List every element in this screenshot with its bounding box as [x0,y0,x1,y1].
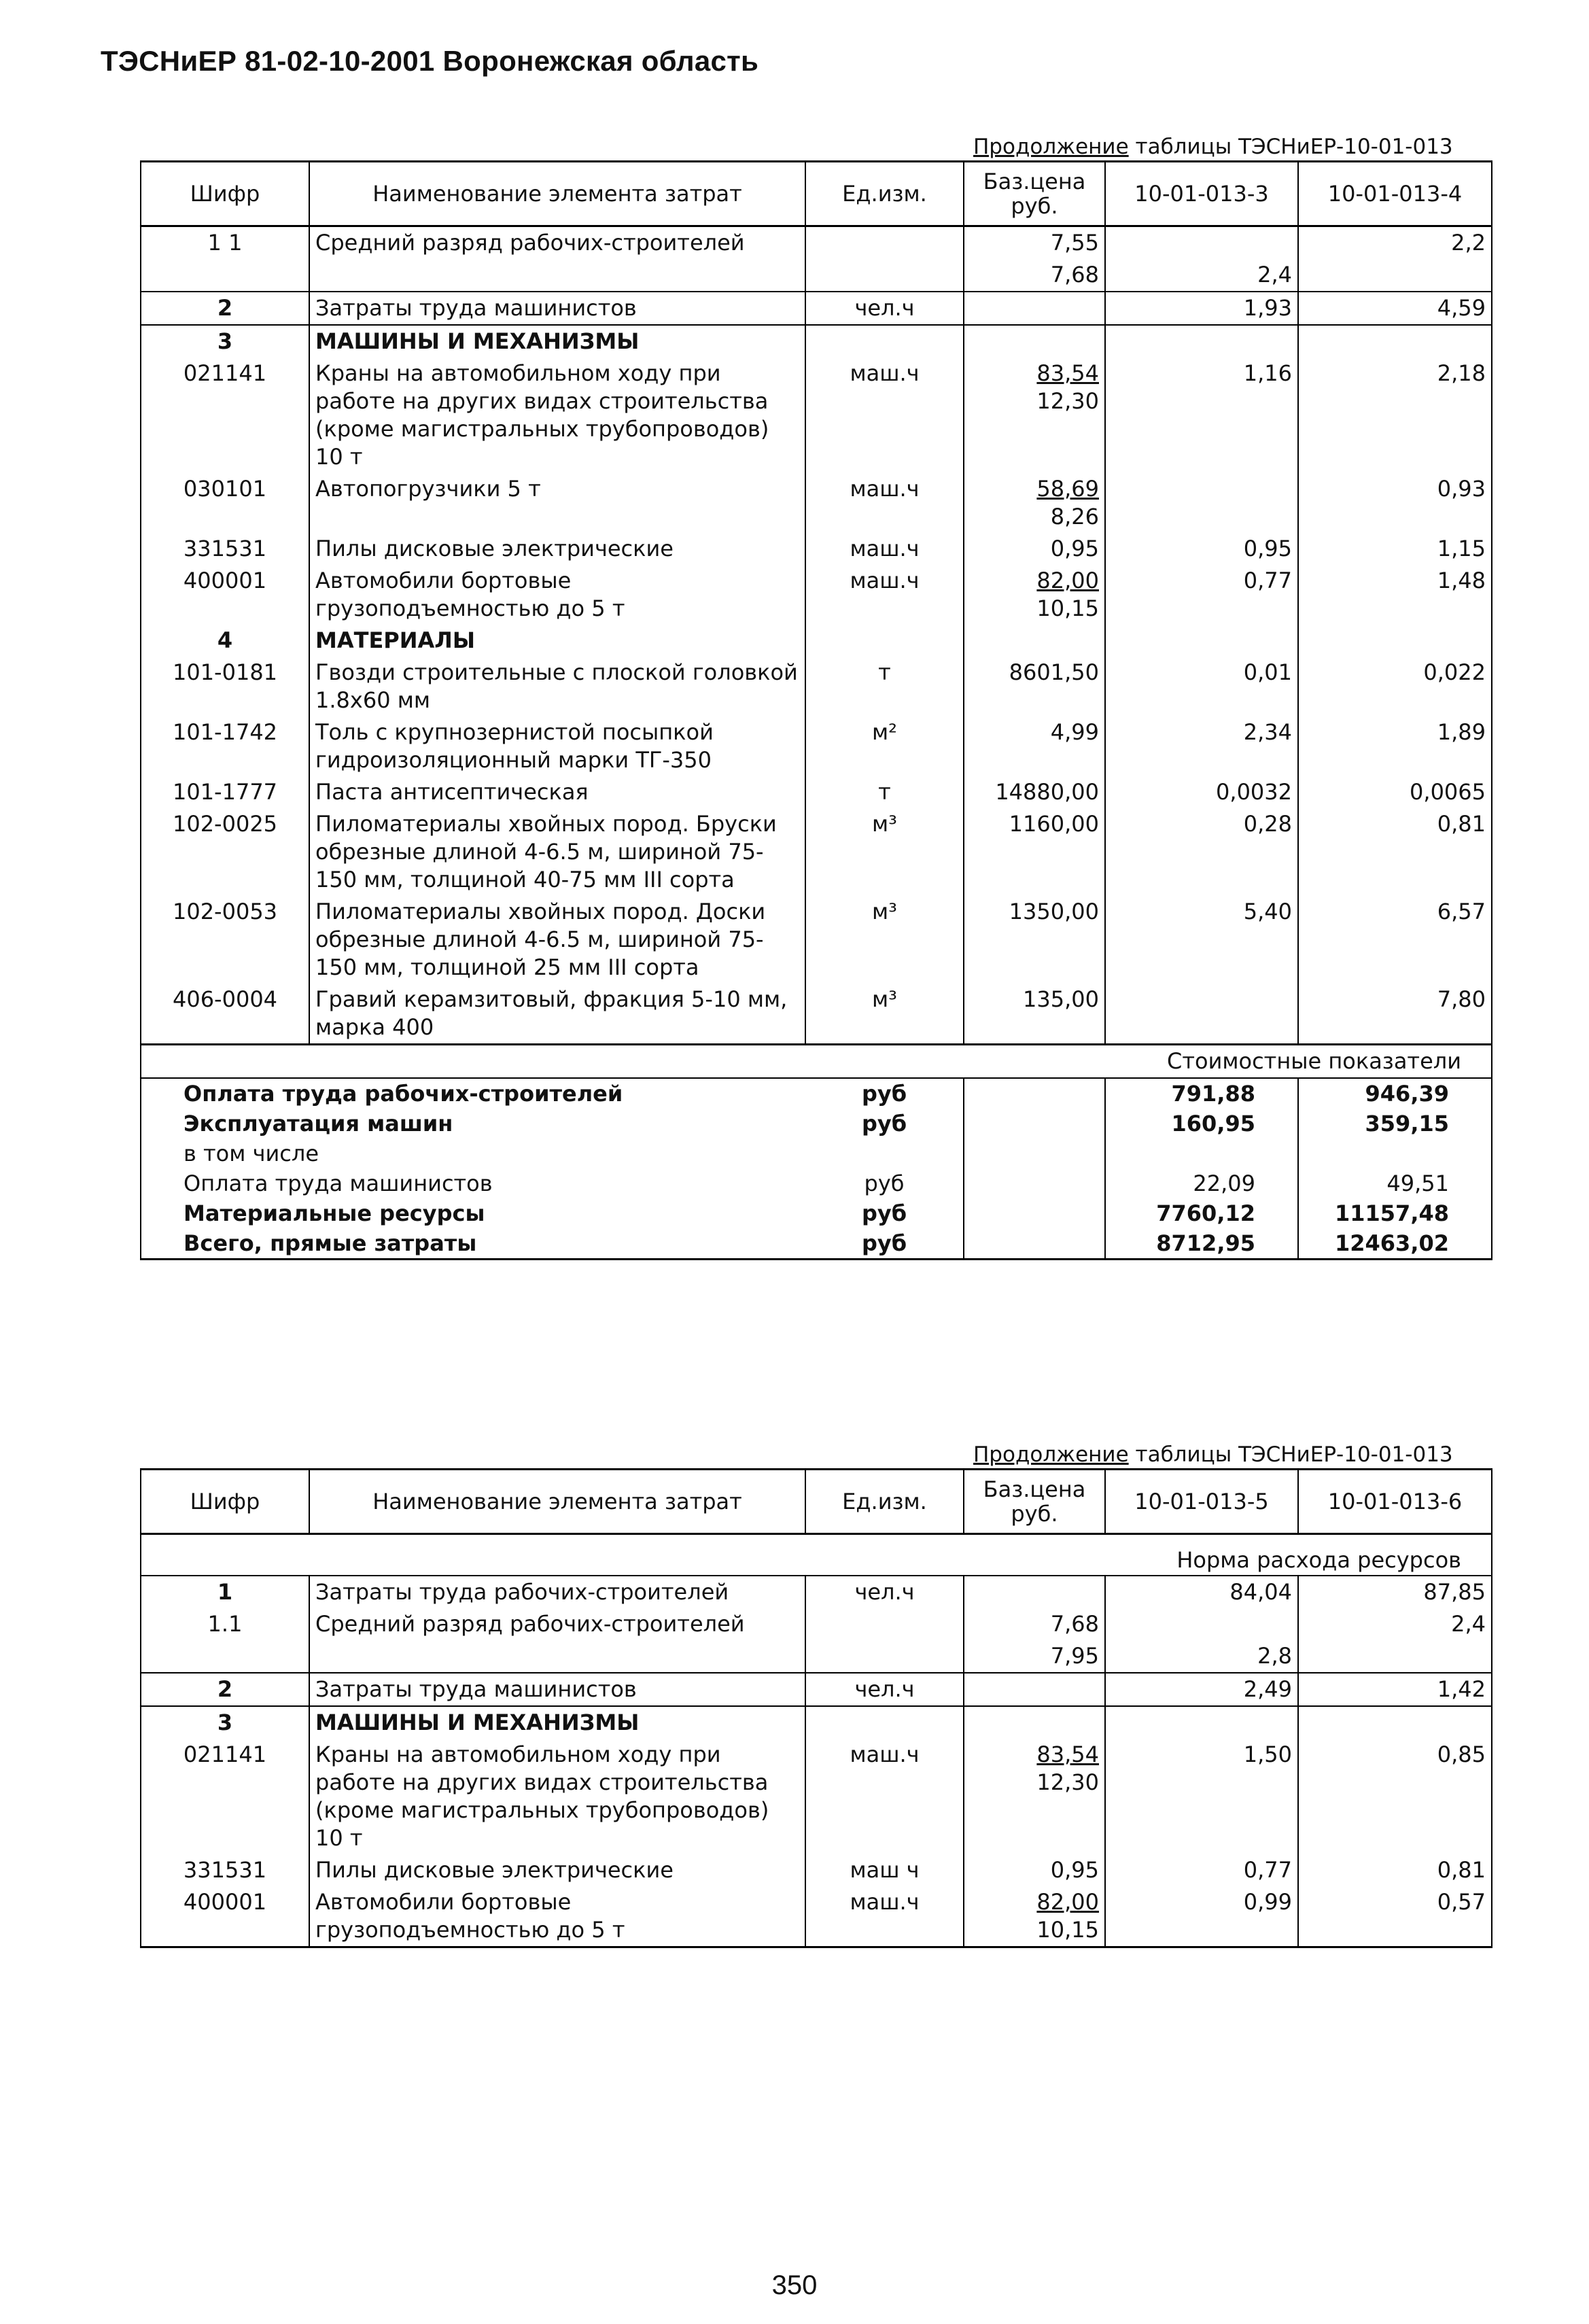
row-name: Пиломатериалы хвойных пород. Доски обрезные длиной 4-6.5 м, шириной 75-150 мм, толщиной 25 мм III сорта [309,896,805,984]
header-price: Баз.цена руб. [964,162,1105,226]
total-unit: руб [805,1168,964,1198]
row-unit [805,1608,964,1640]
row-price: 0,95 [964,1854,1105,1886]
row-unit: м² [805,716,964,776]
total-row [141,1168,1492,1198]
row-code: 2 [141,1673,309,1706]
row-value-a: 1,16 [1105,358,1298,473]
row-value-a: 84,04 [1105,1576,1298,1608]
row-value-b: 1,42 [1298,1673,1492,1706]
row-price [964,1673,1105,1706]
table-row [141,259,1492,292]
row-unit: маш.ч [805,473,964,533]
table-row [141,657,1492,716]
row-unit: маш.ч [805,533,964,565]
row-price: 8601,50 [964,657,1105,716]
total-value-b [1298,1139,1492,1168]
table-row [141,1739,1492,1854]
row-value-a: 5,40 [1105,896,1298,984]
row-name: Автомобили бортовые грузоподъемностью до 5 т [309,565,805,625]
total-label: Всего, прямые затраты [141,1228,805,1260]
row-value-b: 6,57 [1298,896,1492,984]
total-value-a [1105,1139,1298,1168]
table-header-row [141,1470,1492,1534]
total-row [141,1228,1492,1260]
header-col-a: 10-01-013-3 [1105,162,1298,226]
row-price: 1350,00 [964,896,1105,984]
page-number: 350 [771,2270,818,2300]
total-value-a: 7760,12 [1105,1198,1298,1228]
table2-caption [973,1442,1453,1467]
row-value-b: 0,93 [1298,473,1492,533]
row-name: Средний разряд рабочих-строителей [309,226,805,260]
total-label: Оплата труда машинистов [141,1168,805,1198]
header-price: Баз.цена руб. [964,1470,1105,1534]
header-name: Наименование элемента затрат [309,162,805,226]
cost-indicators-row [141,1045,1492,1079]
total-value-a: 160,95 [1105,1109,1298,1139]
total-unit: руб [805,1198,964,1228]
header-col-a: 10-01-013-5 [1105,1470,1298,1534]
row-price: 83,54 12,30 [964,1739,1105,1854]
row-unit: м³ [805,984,964,1045]
row-unit: т [805,776,964,808]
row-name: Средний разряд рабочих-строителей [309,1608,805,1640]
header-name: Наименование элемента затрат [309,1470,805,1534]
row-value-a: 0,77 [1105,565,1298,625]
row-value-a [1105,473,1298,533]
row-code: 021141 [141,1739,309,1854]
header-code: Шифр [141,162,309,226]
row-code: 400001 [141,565,309,625]
row-value-b: 1,48 [1298,565,1492,625]
row-price: 135,00 [964,984,1105,1045]
header-col-b: 10-01-013-6 [1298,1470,1492,1534]
table-row [141,1886,1492,1947]
total-unit: руб [805,1109,964,1139]
table2 [140,1468,1492,1948]
row-value-a: 0,01 [1105,657,1298,716]
row-name: Пилы дисковые электрические [309,533,805,565]
row-value-a: 2,49 [1105,1673,1298,1706]
table-row [141,473,1492,533]
table-row [141,226,1492,260]
total-value-a: 8712,95 [1105,1228,1298,1260]
row-code: 101-0181 [141,657,309,716]
total-label: в том числе [141,1139,805,1168]
total-value-b: 11157,48 [1298,1198,1492,1228]
table-row [141,1854,1492,1886]
row-price: 7,68 [964,1608,1105,1640]
total-label: Оплата труда рабочих-строителей [141,1078,805,1109]
row-value-b: 2,4 [1298,1608,1492,1640]
row-unit [805,226,964,260]
row-price [964,1576,1105,1608]
total-label: Материальные ресурсы [141,1198,805,1228]
row-value-b: 2,2 [1298,226,1492,260]
row-name: Гвозди строительные с плоской головкой 1.8х60 мм [309,657,805,716]
table-header-row [141,162,1492,226]
row-value-b: 1,89 [1298,716,1492,776]
total-value-a: 791,88 [1105,1078,1298,1109]
row-value-b: 7,80 [1298,984,1492,1045]
row-unit: маш.ч [805,1739,964,1854]
row-value-a [1105,1608,1298,1640]
section-title: МАШИНЫ И МЕХАНИЗМЫ [309,325,805,358]
row-code: 1 [141,1576,309,1608]
row-unit: маш ч [805,1854,964,1886]
row-value-a: 2,34 [1105,716,1298,776]
section-row [141,325,1492,358]
row-price: 14880,00 [964,776,1105,808]
norm-header: Норма расхода ресурсов [141,1534,1492,1576]
total-value-a: 22,09 [1105,1168,1298,1198]
row-value-b: 87,85 [1298,1576,1492,1608]
total-row [141,1109,1492,1139]
row-name: Затраты труда машинистов [309,292,805,325]
row-code [141,1640,309,1673]
table-row [141,984,1492,1045]
row-value-b: 1,15 [1298,533,1492,565]
row-value-b [1298,259,1492,292]
row-value-a [1105,226,1298,260]
row-price: 58,69 8,26 [964,473,1105,533]
norm-header-row [141,1534,1492,1576]
total-row [141,1139,1492,1168]
row-code: 101-1777 [141,776,309,808]
table1 [140,160,1492,1260]
total-row [141,1198,1492,1228]
row-unit [805,1640,964,1673]
row-unit: маш.ч [805,358,964,473]
row-name: Затраты труда рабочих-строителей [309,1576,805,1608]
row-name: Краны на автомобильном ходу при работе на других видах строительства (кроме магистральных трубопроводов) 10 т [309,1739,805,1854]
row-code: 331531 [141,1854,309,1886]
row-name: Паста антисептическая [309,776,805,808]
row-code: 102-0025 [141,808,309,896]
row-price: 7,55 [964,226,1105,260]
row-unit: чел.ч [805,1673,964,1706]
row-value-a [1105,984,1298,1045]
table-row [141,776,1492,808]
row-value-b: 0,022 [1298,657,1492,716]
row-code: 021141 [141,358,309,473]
row-code [141,259,309,292]
header-unit: Ед.изм. [805,162,964,226]
section-code: 4 [141,625,309,657]
row-value-a: 1,50 [1105,1739,1298,1854]
row-code: 1.1 [141,1608,309,1640]
row-value-b [1298,1640,1492,1673]
table-row [141,716,1492,776]
caption-prefix: Продолжение [973,135,1129,159]
section-code: 3 [141,325,309,358]
total-unit: руб [805,1078,964,1109]
row-value-b: 0,81 [1298,1854,1492,1886]
total-label: Эксплуатация машин [141,1109,805,1139]
row-value-b: 0,85 [1298,1739,1492,1854]
total-value-b: 12463,02 [1298,1228,1492,1260]
row-price: 82,00 10,15 [964,565,1105,625]
total-value-b: 946,39 [1298,1078,1492,1109]
section-code: 3 [141,1706,309,1739]
row-value-a: 1,93 [1105,292,1298,325]
document-title: ТЭСНиЕР 81-02-10-2001 Воронежская область [101,45,759,77]
table1-caption [973,135,1453,159]
total-row [141,1078,1492,1109]
row-name: Пилы дисковые электрические [309,1854,805,1886]
row-price: 1160,00 [964,808,1105,896]
row-price: 82,00 10,15 [964,1886,1105,1947]
row-value-b: 0,0065 [1298,776,1492,808]
total-value-b: 359,15 [1298,1109,1492,1139]
row-value-b: 0,57 [1298,1886,1492,1947]
row-name [309,259,805,292]
table-row [141,358,1492,473]
row-name: Толь с крупнозернистой посыпкой гидроизоляционный марки ТГ-350 [309,716,805,776]
header-col-b: 10-01-013-4 [1298,162,1492,226]
row-unit [805,259,964,292]
row-name [309,1640,805,1673]
row-unit: м³ [805,896,964,984]
row-price: 7,68 [964,259,1105,292]
table-row [141,808,1492,896]
total-unit [805,1139,964,1168]
table-row [141,1608,1492,1640]
row-value-a: 0,77 [1105,1854,1298,1886]
row-value-b: 4,59 [1298,292,1492,325]
row-value-b: 0,81 [1298,808,1492,896]
row-code: 102-0053 [141,896,309,984]
row-name: Автомобили бортовые грузоподъемностью до 5 т [309,1886,805,1947]
table-row [141,292,1492,325]
row-price [964,292,1105,325]
row-name: Затраты труда машинистов [309,1673,805,1706]
row-price: 0,95 [964,533,1105,565]
row-value-a: 0,0032 [1105,776,1298,808]
row-code: 400001 [141,1886,309,1947]
row-name: Автопогрузчики 5 т [309,473,805,533]
row-code: 331531 [141,533,309,565]
row-name: Гравий керамзитовый, фракция 5-10 мм, марка 400 [309,984,805,1045]
row-code: 101-1742 [141,716,309,776]
row-price: 7,95 [964,1640,1105,1673]
row-value-a: 2,8 [1105,1640,1298,1673]
table-row [141,565,1492,625]
section-title: МАШИНЫ И МЕХАНИЗМЫ [309,1706,805,1739]
row-unit: чел.ч [805,292,964,325]
total-value-b: 49,51 [1298,1168,1492,1198]
total-unit: руб [805,1228,964,1260]
row-unit: т [805,657,964,716]
row-code: 2 [141,292,309,325]
section-title: МАТЕРИАЛЫ [309,625,805,657]
table-row [141,1576,1492,1608]
row-code: 1 1 [141,226,309,260]
table-row [141,533,1492,565]
caption-prefix: Продолжение [973,1442,1129,1467]
row-unit: маш.ч [805,565,964,625]
row-value-a: 2,4 [1105,259,1298,292]
section-row [141,625,1492,657]
row-code: 030101 [141,473,309,533]
row-price: 83,54 12,30 [964,358,1105,473]
caption-rest: таблицы ТЭСНиЕР-10-01-013 [1128,135,1453,159]
row-value-a: 0,28 [1105,808,1298,896]
row-unit: чел.ч [805,1576,964,1608]
row-price: 4,99 [964,716,1105,776]
header-unit: Ед.изм. [805,1470,964,1534]
row-code: 406-0004 [141,984,309,1045]
table-row [141,1673,1492,1706]
row-value-a: 0,95 [1105,533,1298,565]
row-value-a: 0,99 [1105,1886,1298,1947]
row-value-b: 2,18 [1298,358,1492,473]
row-unit: маш.ч [805,1886,964,1947]
cost-indicators-header: Стоимостные показатели [141,1045,1492,1079]
row-name: Краны на автомобильном ходу при работе на других видах строительства (кроме магистральных трубопроводов) 10 т [309,358,805,473]
caption-rest: таблицы ТЭСНиЕР-10-01-013 [1128,1442,1453,1467]
table-row [141,1640,1492,1673]
row-name: Пиломатериалы хвойных пород. Бруски обрезные длиной 4-6.5 м, шириной 75-150 мм, толщиной 40-75 мм III сорта [309,808,805,896]
row-unit: м³ [805,808,964,896]
header-code: Шифр [141,1470,309,1534]
table-row [141,896,1492,984]
section-row [141,1706,1492,1739]
